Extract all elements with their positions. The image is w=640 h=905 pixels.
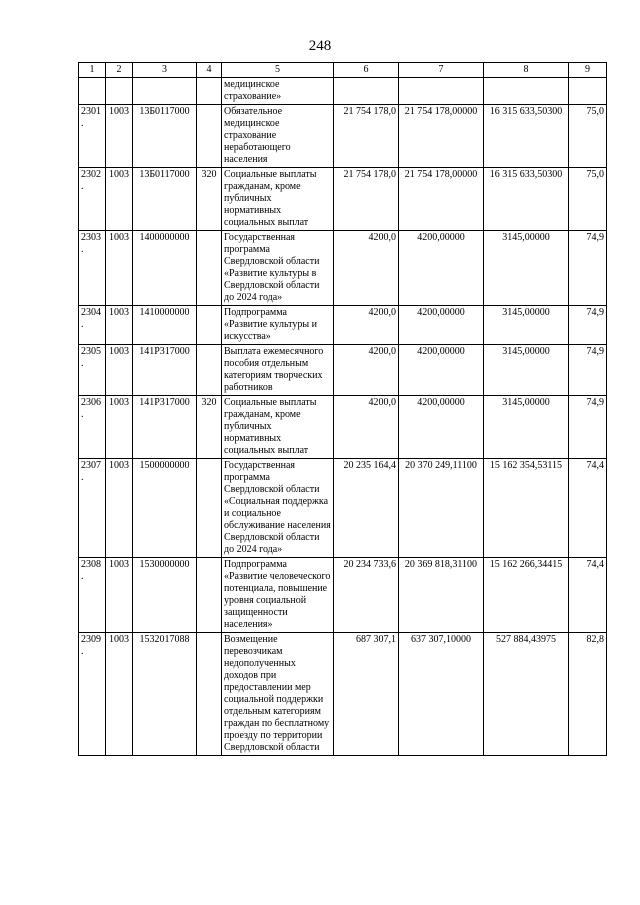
approved-amount-cell: 4200,00000: [399, 396, 484, 459]
row-number-cell: 2309.: [79, 633, 106, 756]
header-row: [79, 63, 607, 78]
executed-amount-cell: 15 162 354,53115: [484, 459, 569, 558]
expense-type-cell: [197, 633, 222, 756]
column-header: 3: [133, 63, 197, 78]
target-code-cell: 13Б0117000: [133, 168, 197, 231]
planned-amount-cell: 4200,0: [334, 231, 399, 306]
column-header: 7: [399, 63, 484, 78]
row-number-cell: 2302.: [79, 168, 106, 231]
table-row: [79, 306, 607, 345]
execution-percent-cell: 74,4: [569, 558, 607, 633]
planned-amount-cell: 4200,0: [334, 306, 399, 345]
planned-amount-cell: 21 754 178,0: [334, 168, 399, 231]
item-name-cell: Подпрограмма «Развитие культуры и искусства»: [222, 306, 334, 345]
column-header: 2: [106, 63, 133, 78]
planned-amount-cell: 4200,0: [334, 396, 399, 459]
approved-amount-cell: 4200,00000: [399, 345, 484, 396]
expense-type-cell: [197, 345, 222, 396]
approved-amount-cell: 20 370 249,11100: [399, 459, 484, 558]
item-name-cell: Государственная программа Свердловской области «Развитие культуры в Свердловской области до 2024 года»: [222, 231, 334, 306]
column-header: 5: [222, 63, 334, 78]
planned-amount-cell: 4200,0: [334, 345, 399, 396]
carryover-text: медицинское страхование»: [222, 78, 334, 105]
row-number-cell: 2303.: [79, 231, 106, 306]
target-code-cell: 1530000000: [133, 558, 197, 633]
expense-type-cell: 320: [197, 168, 222, 231]
planned-amount-cell: 687 307,1: [334, 633, 399, 756]
table-row: [79, 168, 607, 231]
executed-amount-cell: 16 315 633,50300: [484, 168, 569, 231]
execution-percent-cell: 74,9: [569, 345, 607, 396]
table-row: [79, 231, 607, 306]
approved-amount-cell: 637 307,10000: [399, 633, 484, 756]
target-code-cell: 141P317000: [133, 396, 197, 459]
column-header: 4: [197, 63, 222, 78]
table-row: [79, 345, 607, 396]
planned-amount-cell: 20 234 733,6: [334, 558, 399, 633]
item-name-cell: Выплата ежемесячного пособия отдельным категориям творческих работников: [222, 345, 334, 396]
column-header: 1: [79, 63, 106, 78]
item-name-cell: Социальные выплаты гражданам, кроме публичных нормативных социальных выплат: [222, 396, 334, 459]
item-name-cell: Социальные выплаты гражданам, кроме публичных нормативных социальных выплат: [222, 168, 334, 231]
item-name-cell: Государственная программа Свердловской области «Социальная поддержка и социальное обслуживание населения Свердловской области до 2024 года»: [222, 459, 334, 558]
execution-percent-cell: 75,0: [569, 168, 607, 231]
executed-amount-cell: 3145,00000: [484, 306, 569, 345]
expense-type-cell: 320: [197, 396, 222, 459]
approved-amount-cell: 21 754 178,00000: [399, 105, 484, 168]
section-code-cell: 1003: [106, 633, 133, 756]
section-code-cell: 1003: [106, 558, 133, 633]
table-row: [79, 396, 607, 459]
executed-amount-cell: 16 315 633,50300: [484, 105, 569, 168]
execution-percent-cell: 75,0: [569, 105, 607, 168]
execution-percent-cell: 74,9: [569, 231, 607, 306]
row-number-cell: 2304.: [79, 306, 106, 345]
item-name-cell: Подпрограмма «Развитие человеческого потенциала, повышение уровня социальной защищенности населения»: [222, 558, 334, 633]
page-number: 248: [308, 38, 332, 54]
table-row: [79, 459, 607, 558]
target-code-cell: 141P317000: [133, 345, 197, 396]
section-code-cell: 1003: [106, 105, 133, 168]
row-number-cell: 2306.: [79, 396, 106, 459]
approved-amount-cell: 4200,00000: [399, 306, 484, 345]
row-number-cell: 2301.: [79, 105, 106, 168]
row-number-cell: 2308.: [79, 558, 106, 633]
target-code-cell: 1500000000: [133, 459, 197, 558]
executed-amount-cell: 15 162 266,34415: [484, 558, 569, 633]
carryover-row: [79, 78, 607, 105]
section-code-cell: 1003: [106, 306, 133, 345]
planned-amount-cell: 21 754 178,0: [334, 105, 399, 168]
budget-table: [78, 62, 607, 756]
expense-type-cell: [197, 231, 222, 306]
section-code-cell: 1003: [106, 231, 133, 306]
target-code-cell: 1410000000: [133, 306, 197, 345]
row-number-cell: 2307.: [79, 459, 106, 558]
table-row: [79, 105, 607, 168]
expense-type-cell: [197, 459, 222, 558]
target-code-cell: 13Б0117000: [133, 105, 197, 168]
section-code-cell: 1003: [106, 168, 133, 231]
executed-amount-cell: 3145,00000: [484, 231, 569, 306]
item-name-cell: Возмещение перевозчикам недополученных доходов при предоставлении мер социальной поддержки отдельным категориям граждан по бесплатному проезду по территории Свердловской области: [222, 633, 334, 756]
target-code-cell: 1400000000: [133, 231, 197, 306]
column-header: 6: [334, 63, 399, 78]
execution-percent-cell: 82,8: [569, 633, 607, 756]
expense-type-cell: [197, 306, 222, 345]
executed-amount-cell: 3145,00000: [484, 345, 569, 396]
approved-amount-cell: 4200,00000: [399, 231, 484, 306]
column-header: 8: [484, 63, 569, 78]
approved-amount-cell: 20 369 818,31100: [399, 558, 484, 633]
table-row: [79, 558, 607, 633]
section-code-cell: 1003: [106, 396, 133, 459]
expense-type-cell: [197, 105, 222, 168]
row-number-cell: 2305.: [79, 345, 106, 396]
section-code-cell: 1003: [106, 345, 133, 396]
approved-amount-cell: 21 754 178,00000: [399, 168, 484, 231]
item-name-cell: Обязательное медицинское страхование неработающего населения: [222, 105, 334, 168]
section-code-cell: 1003: [106, 459, 133, 558]
execution-percent-cell: 74,4: [569, 459, 607, 558]
table-row: [79, 633, 607, 756]
target-code-cell: 1532017088: [133, 633, 197, 756]
expense-type-cell: [197, 558, 222, 633]
execution-percent-cell: 74,9: [569, 306, 607, 345]
column-header: 9: [569, 63, 607, 78]
planned-amount-cell: 20 235 164,4: [334, 459, 399, 558]
execution-percent-cell: 74,9: [569, 396, 607, 459]
executed-amount-cell: 527 884,43975: [484, 633, 569, 756]
executed-amount-cell: 3145,00000: [484, 396, 569, 459]
